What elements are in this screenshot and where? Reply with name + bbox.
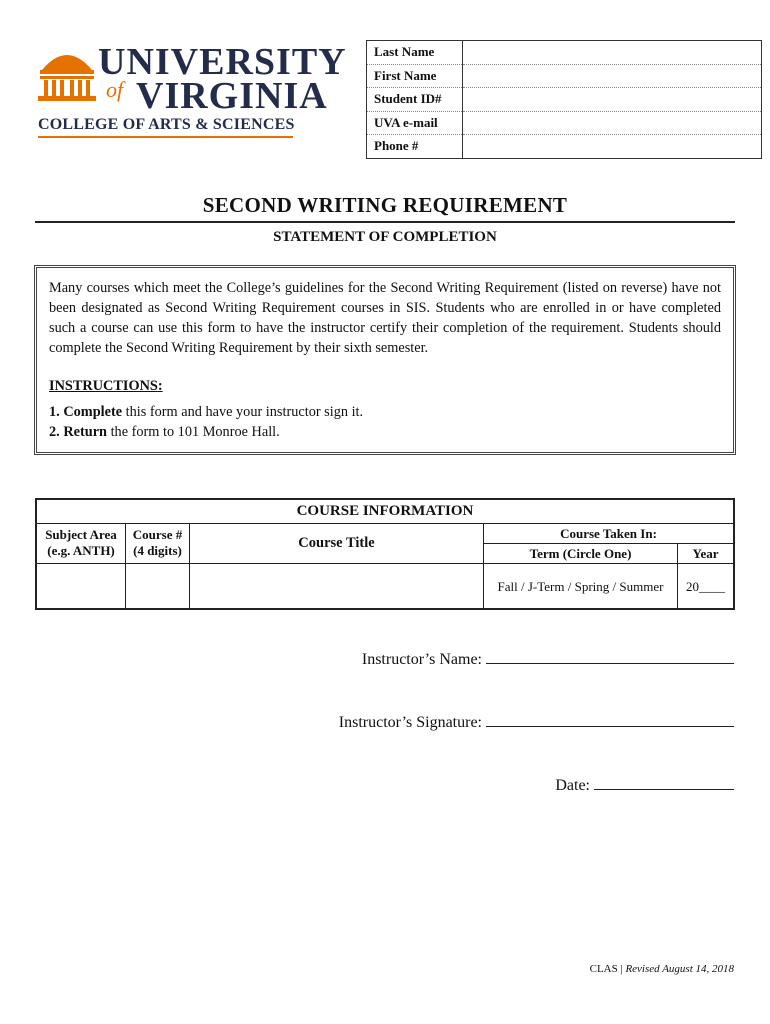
year-cell[interactable]: 20____	[686, 579, 725, 594]
footer-org: CLAS	[589, 963, 618, 975]
footer-revised: Revised August 14, 2018	[625, 963, 734, 975]
footer: CLAS | Revised August 14, 2018	[589, 963, 734, 975]
table-rule	[37, 523, 733, 524]
term-options[interactable]: Fall / J-Term / Spring / Summer	[497, 579, 664, 594]
field-label: UVA e-mail	[367, 111, 463, 135]
student-info-row	[367, 88, 762, 112]
rotunda-icon	[38, 40, 96, 102]
student-id-field[interactable]	[463, 88, 762, 112]
logo-of: of	[106, 77, 124, 102]
course-title-header: Course Title	[298, 535, 375, 551]
field-label: First Name	[367, 64, 463, 88]
subject-area-header: Subject Area (e.g. ANTH)	[45, 527, 117, 558]
field-label: Phone #	[367, 135, 463, 159]
instruction-step: 2. Return the form to 101 Monroe Hall.	[49, 424, 280, 440]
instructor-name-field[interactable]	[486, 662, 734, 664]
instructor-name-line	[362, 651, 734, 669]
phone-field[interactable]	[463, 135, 762, 159]
course-taken-in-header: Course Taken In:	[560, 526, 657, 541]
course-number-header: Course # (4 digits)	[132, 527, 183, 558]
course-number-cell[interactable]	[126, 564, 189, 608]
instruction-step: 1. Complete this form and have your instructor sign it.	[49, 404, 364, 420]
instructor-name-label: Instructor’s Name:	[361, 651, 482, 668]
uva-logo	[38, 38, 347, 138]
logo-university: UNIVERSITY	[98, 41, 347, 83]
email-field[interactable]	[463, 111, 762, 135]
date-line	[555, 777, 734, 795]
first-name-field[interactable]	[463, 64, 762, 88]
title-divider	[35, 221, 735, 223]
instructor-signature-label: Instructor’s Signature:	[338, 714, 482, 731]
student-info-row	[367, 135, 762, 159]
course-title-cell[interactable]	[190, 564, 483, 608]
year-header: Year	[692, 546, 719, 561]
instructions-heading: INSTRUCTIONS:	[49, 378, 163, 394]
date-label: Date:	[555, 777, 590, 794]
term-header: Term (Circle One)	[529, 546, 632, 561]
page-title: SECOND WRITING REQUIREMENT	[202, 193, 568, 217]
course-info-heading: COURSE INFORMATION	[296, 503, 474, 519]
instructor-signature-line	[339, 714, 734, 732]
field-label: Last Name	[367, 41, 463, 65]
field-label: Student ID#	[367, 88, 463, 112]
logo-rule	[38, 136, 293, 138]
page-subtitle: STATEMENT OF COMPLETION	[273, 229, 497, 245]
table-rule	[483, 543, 733, 544]
student-info-table	[366, 40, 762, 159]
intro-box	[34, 265, 736, 455]
student-info-row	[367, 111, 762, 135]
intro-text: Many courses which meet the College’s guidelines for the Second Writing Requirement (listed on reverse) have not been designated as Second Writing Requirement courses in SIS. Students who are enrolled in or have completed such a course can use this form to have the instructor certify their completion of the requirement. Students should complete the Second Writing Requirement by their sixth semester.	[49, 280, 721, 356]
student-info-row	[367, 41, 762, 65]
logo-college: COLLEGE OF ARTS & SCIENCES	[38, 116, 295, 133]
student-info-row	[367, 64, 762, 88]
instructions-list	[49, 402, 721, 442]
logo-virginia: VIRGINIA	[136, 75, 328, 117]
subject-area-cell[interactable]	[37, 564, 125, 608]
last-name-field[interactable]	[463, 41, 762, 65]
date-field[interactable]	[594, 788, 734, 790]
instructor-signature-field[interactable]	[486, 725, 734, 727]
course-information-table	[35, 498, 735, 610]
